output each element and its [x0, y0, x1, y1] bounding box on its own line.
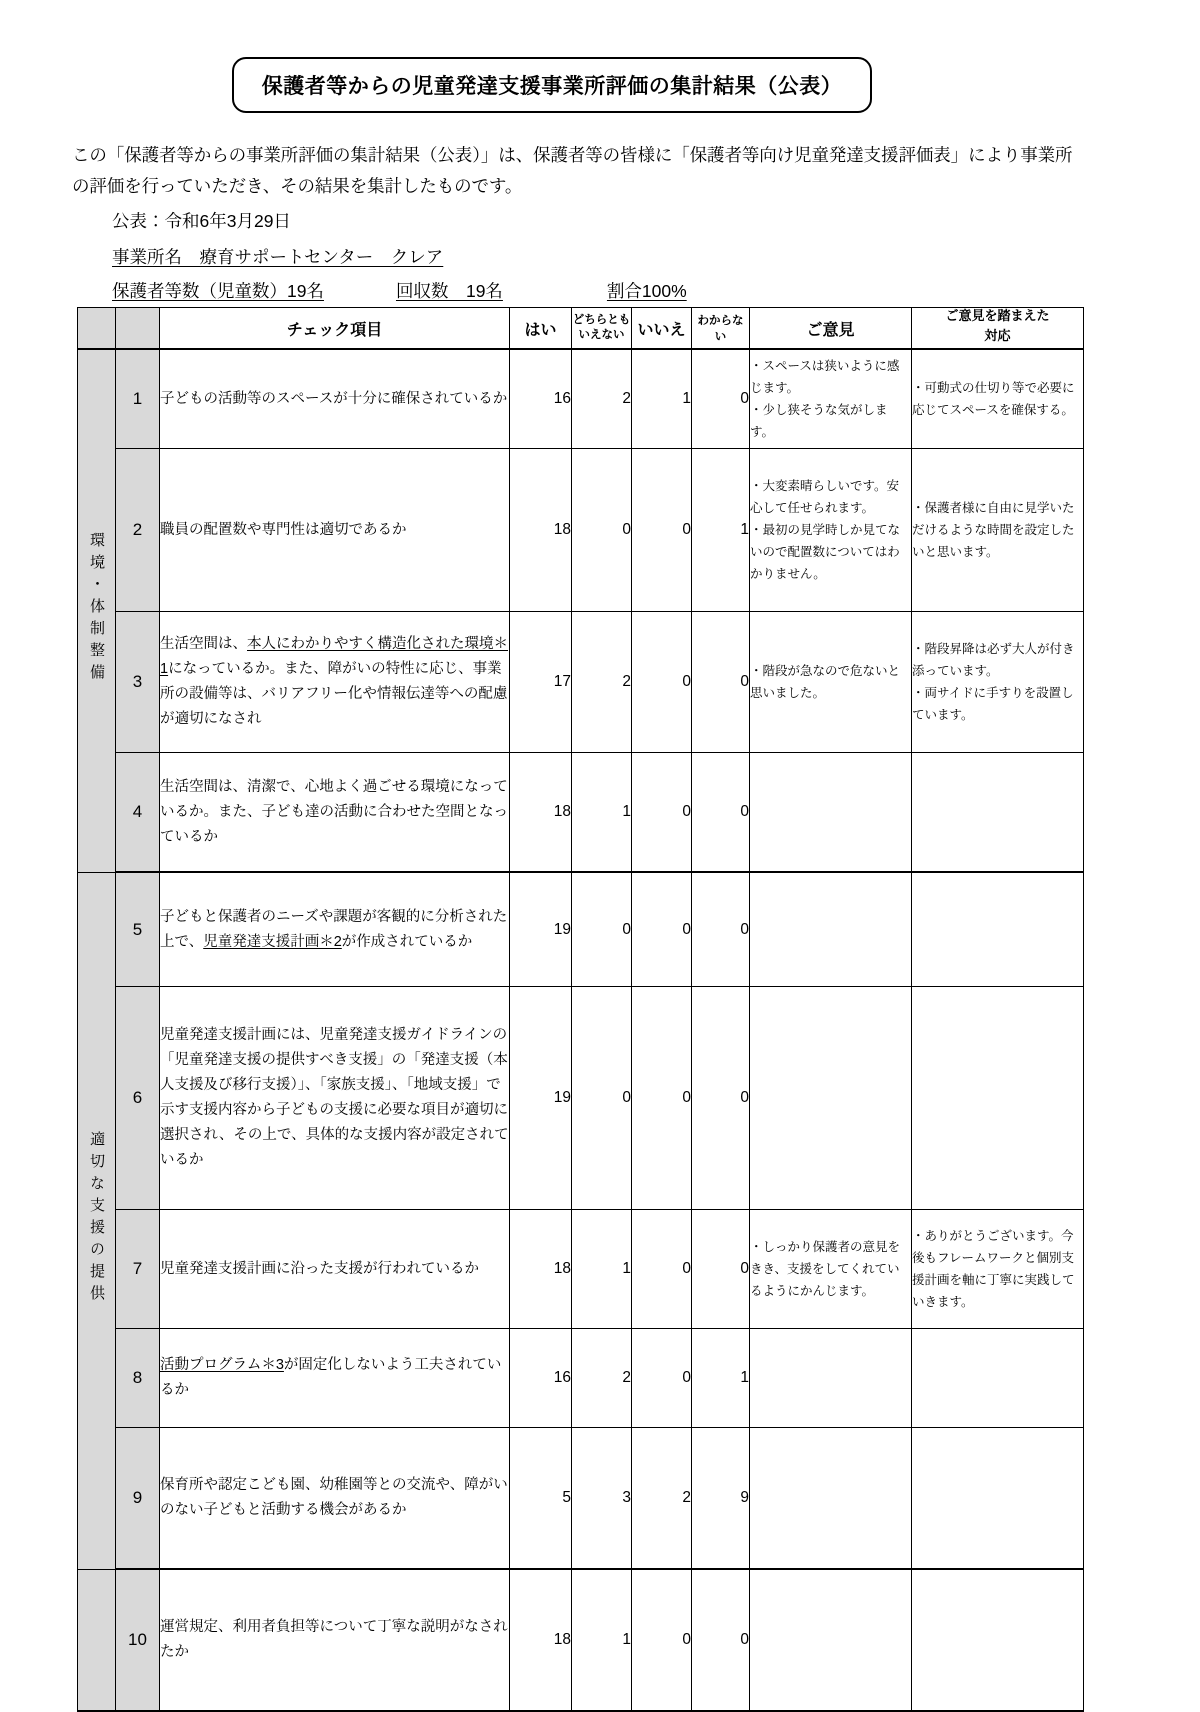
check-item-underlined-term: 本人にわかりやすく構造化された環境＊1	[160, 636, 508, 677]
answer-yes-count: 16	[510, 1329, 572, 1428]
answer-yes-count: 16	[510, 349, 572, 449]
table-row	[78, 449, 1084, 612]
header-check-item: チェック項目	[160, 308, 510, 350]
header-response	[912, 308, 1084, 350]
opinion-text: ・スペースは狭いように感じます。 ・少し狭そうな気がします。	[750, 349, 912, 449]
header-yes: はい	[510, 308, 572, 350]
answer-unknown-count: 0	[692, 987, 750, 1210]
opinion-text	[750, 753, 912, 873]
opinion-text	[750, 1569, 912, 1711]
response-text: ・ありがとうございます。今後もフレームワークと個別支援計画を軸に丁寧に実践していきます。	[912, 1210, 1084, 1329]
category-cell	[78, 349, 116, 872]
answer-unknown-count: 1	[692, 1329, 750, 1428]
table-row	[78, 349, 1084, 449]
check-item-text: 生活空間は、本人にわかりやすく構造化された環境＊1になっているか。また、障がいの特性に応じ、事業所の設備等は、バリアフリー化や情報伝達等への配慮が適切になされ	[160, 612, 510, 753]
table-row	[78, 612, 1084, 753]
answer-no-count: 0	[632, 1569, 692, 1711]
row-number: 7	[116, 1210, 160, 1329]
opinion-text: ・階段が急なので危ないと思いました。	[750, 612, 912, 753]
answer-unknown-count: 0	[692, 1569, 750, 1711]
answer-yes-count: 19	[510, 987, 572, 1210]
response-text: ・保護者様に自由に見学いただけるような時間を設定したいと思います。	[912, 449, 1084, 612]
response-text	[912, 1569, 1084, 1711]
check-item-text: 子どもと保護者のニーズや課題が客観的に分析された上で、児童発達支援計画＊2が作成されているか	[160, 872, 510, 987]
row-number: 1	[116, 349, 160, 449]
response-text	[912, 1329, 1084, 1428]
page-title: 保護者等からの児童発達支援事業所評価の集計結果（公表）	[261, 75, 843, 98]
row-number: 3	[116, 612, 160, 753]
answer-neither-count: 1	[572, 753, 632, 873]
check-item-text: 生活空間は、清潔で、心地よく過ごせる環境になっているか。また、子ども達の活動に合わせた空間となっているか	[160, 753, 510, 873]
opinion-text	[750, 1329, 912, 1428]
answer-no-count: 0	[632, 987, 692, 1210]
publication-date: 公表：令和6年3月29日	[112, 211, 291, 231]
answer-no-count: 1	[632, 349, 692, 449]
answer-unknown-count: 0	[692, 872, 750, 987]
table-row	[78, 1210, 1084, 1329]
table-row	[78, 1329, 1084, 1428]
answer-neither-count: 0	[572, 449, 632, 612]
survey-results-table	[77, 307, 1084, 1712]
table-row	[78, 872, 1084, 987]
answer-neither-count: 3	[572, 1428, 632, 1570]
header-unknown: わからない	[692, 308, 750, 350]
header-neither-line1: どちらとも	[572, 314, 631, 326]
collected-count: 回収数 19名	[395, 281, 503, 301]
table-row	[78, 1428, 1084, 1570]
answer-yes-count: 5	[510, 1428, 572, 1570]
answer-neither-count: 0	[572, 872, 632, 987]
answer-unknown-count: 1	[692, 449, 750, 612]
answer-unknown-count: 0	[692, 1210, 750, 1329]
check-item-text: 職員の配置数や専門性は適切であるか	[160, 449, 510, 612]
row-number: 9	[116, 1428, 160, 1570]
header-response-line1: ご意見を踏まえた	[945, 307, 1050, 323]
survey-results-table-wrapper	[77, 307, 1083, 1712]
header-number-blank	[116, 308, 160, 350]
opinion-text	[750, 1428, 912, 1570]
row-number: 10	[116, 1569, 160, 1711]
intro-paragraph: この「保護者等からの事業所評価の集計結果（公表）」は、保護者等の皆様に「保護者等向け児童発達支援評価表」により事業所の評価を行っていただき、その結果を集計したものです。	[72, 145, 1073, 196]
response-text	[912, 987, 1084, 1210]
opinion-text	[750, 872, 912, 987]
answer-neither-count: 0	[572, 987, 632, 1210]
row-number: 6	[116, 987, 160, 1210]
category-cell	[78, 872, 116, 1569]
response-text	[912, 872, 1084, 987]
answer-no-count: 0	[632, 753, 692, 873]
table-row	[78, 1569, 1084, 1711]
response-text	[912, 1428, 1084, 1570]
answer-yes-count: 18	[510, 1210, 572, 1329]
check-item-text: 児童発達支援計画に沿った支援が行われているか	[160, 1210, 510, 1329]
respondents-count: 保護者等数（児童数）19名	[112, 281, 324, 301]
answer-unknown-count: 0	[692, 612, 750, 753]
opinion-text	[750, 987, 912, 1210]
check-item-text: 子どもの活動等のスペースが十分に確保されているか	[160, 349, 510, 449]
row-number: 8	[116, 1329, 160, 1428]
check-item-text: 活動プログラム＊3が固定化しないよう工夫されているか	[160, 1329, 510, 1428]
header-opinion: ご意見	[750, 308, 912, 350]
row-number: 2	[116, 449, 160, 612]
response-counts	[112, 278, 687, 303]
category-label: 適切な支援の提供	[88, 1131, 105, 1307]
header-no: いいえ	[632, 308, 692, 350]
check-item-text: 児童発達支援計画には、児童発達支援ガイドラインの「児童発達支援の提供すべき支援」の「発達支援（本人支援及び移行支援）」、「家族支援」、「地域支援」で示す支援内容から子どもの支援に必要な項目が適切に選択され、その上で、具体的な支援内容が設定されているか	[160, 987, 510, 1210]
check-item-text: 運営規定、利用者負担等について丁寧な説明がなされたか	[160, 1569, 510, 1711]
answer-no-count: 0	[632, 449, 692, 612]
response-text	[912, 753, 1084, 873]
answer-yes-count: 19	[510, 872, 572, 987]
header-category-blank	[78, 308, 116, 350]
answer-no-count: 0	[632, 1210, 692, 1329]
row-number: 5	[116, 872, 160, 987]
answer-neither-count: 2	[572, 349, 632, 449]
check-item-underlined-term: 活動プログラム＊3	[160, 1357, 284, 1373]
opinion-text: ・大変素晴らしいです。安心して任せられます。 ・最初の見学時しか見てないので配置数についてはわかりません。	[750, 449, 912, 612]
answer-no-count: 0	[632, 872, 692, 987]
header-neither-line2: いえない	[578, 329, 625, 341]
answer-yes-count: 18	[510, 449, 572, 612]
answer-no-count: 0	[632, 1329, 692, 1428]
response-ratio: 割合100%	[606, 281, 687, 301]
check-item-text: 保育所や認定こども園、幼稚園等との交流や、障がいのない子どもと活動する機会があるか	[160, 1428, 510, 1570]
table-row	[78, 987, 1084, 1210]
response-text: ・可動式の仕切り等で必要に応じてスペースを確保する。	[912, 349, 1084, 449]
response-text: ・階段昇降は必ず大人が付き添っています。 ・両サイドに手すりを設置しています。	[912, 612, 1084, 753]
answer-neither-count: 2	[572, 612, 632, 753]
header-neither	[572, 308, 632, 350]
answer-unknown-count: 9	[692, 1428, 750, 1570]
facility-name: 事業所名 療育サポートセンター クレア	[112, 247, 444, 267]
answer-unknown-count: 0	[692, 753, 750, 873]
table-row	[78, 753, 1084, 873]
answer-no-count: 2	[632, 1428, 692, 1570]
answer-yes-count: 18	[510, 1569, 572, 1711]
answer-yes-count: 18	[510, 753, 572, 873]
row-number: 4	[116, 753, 160, 873]
category-label: 環境・体制整備	[88, 532, 105, 687]
answer-unknown-count: 0	[692, 349, 750, 449]
answer-no-count: 0	[632, 612, 692, 753]
answer-neither-count: 1	[572, 1569, 632, 1711]
document-title-box	[232, 57, 872, 113]
answer-yes-count: 17	[510, 612, 572, 753]
category-cell	[78, 1569, 116, 1711]
header-response-line2: 対応	[984, 327, 1011, 343]
table-header-row	[78, 308, 1084, 350]
answer-neither-count: 1	[572, 1210, 632, 1329]
opinion-text: ・しっかり保護者の意見をきき、支援をしてくれているようにかんじます。	[750, 1210, 912, 1329]
check-item-underlined-term: 児童発達支援計画＊2	[203, 933, 342, 950]
answer-neither-count: 2	[572, 1329, 632, 1428]
